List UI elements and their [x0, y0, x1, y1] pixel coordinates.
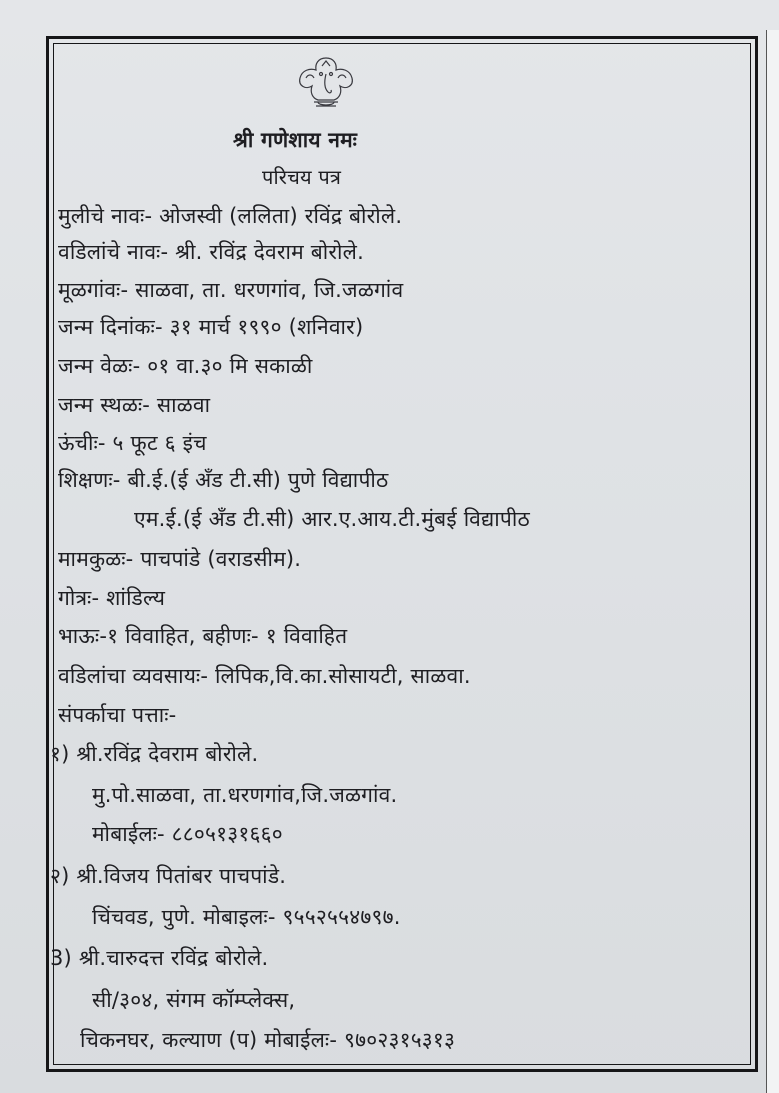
contact-3-address: सी/३०४, संगम कॉम्प्लेक्स,	[92, 988, 296, 1012]
contact-1-address: मु.पो.साळवा, ता.धरणगांव,जि.जळगांव.	[92, 783, 398, 807]
birth-date-field: जन्म दिनांकः- ३१ मार्च १९९० (शनिवार)	[58, 315, 364, 339]
father-occupation-field: वडिलांचा व्यवसायः- लिपिक,वि.का.सोसायटी, साळवा.	[58, 664, 471, 688]
ganesha-emblem-icon	[288, 52, 364, 110]
page-heading: परिचय पत्र	[262, 165, 342, 189]
contact-2-name: २) श्री.विजय पितांबर पाचपांडे.	[50, 864, 287, 888]
father-name-field: वडिलांचे नावः- श्री. रविंद्र देवराम बोरोले.	[58, 240, 364, 264]
education-field-2: एम.ई.(ई अँड टी.सी) आर.ए.आय.टी.मुंबई विद्यापीठ	[134, 507, 530, 531]
gotra-field: गोत्रः- शांडिल्य	[58, 586, 166, 610]
page-edge	[766, 30, 779, 1093]
height-field: ऊंचीः- ५ फूट ६ इंच	[58, 431, 207, 455]
native-place-field: मूळगांवः- साळवा, ता. धरणगांव, जि.जळगांव	[58, 278, 404, 302]
name-field: मुलीचे नावः- ओजस्वी (ललिता) रविंद्र बोरोले.	[58, 204, 403, 228]
contact-2-address: चिंचवड, पुणे. मोबाइलः- ९५५२५५४७९७.	[92, 905, 401, 929]
contact-1-name: १) श्री.रविंद्र देवराम बोरोले.	[50, 742, 259, 766]
birth-place-field: जन्म स्थळः- साळवा	[58, 393, 211, 417]
maternal-family-field: मामकुळः- पाचपांडे (वराडसीम).	[58, 547, 302, 571]
contact-3-phone: चिकनघर, कल्याण (प) मोबाईलः- ९७०२३१५३१३	[80, 1028, 456, 1052]
contact-1-phone: मोबाईलः- ८८०५१३१६६०	[92, 822, 283, 846]
contact-label: संपर्काचा पत्ताः-	[58, 703, 177, 727]
invocation-text: श्री गणेशाय नमः	[233, 128, 358, 152]
siblings-field: भाऊः-१ विवाहित, बहीणः- १ विवाहित	[58, 624, 348, 648]
education-field: शिक्षणः- बी.ई.(ई अँड टी.सी) पुणे विद्यापीठ	[58, 468, 389, 492]
birth-time-field: जन्म वेळः- ०१ वा.३० मि सकाळी	[58, 354, 313, 378]
contact-3-name: 3) श्री.चारुदत्त रविंद्र बोरोले.	[50, 946, 269, 970]
